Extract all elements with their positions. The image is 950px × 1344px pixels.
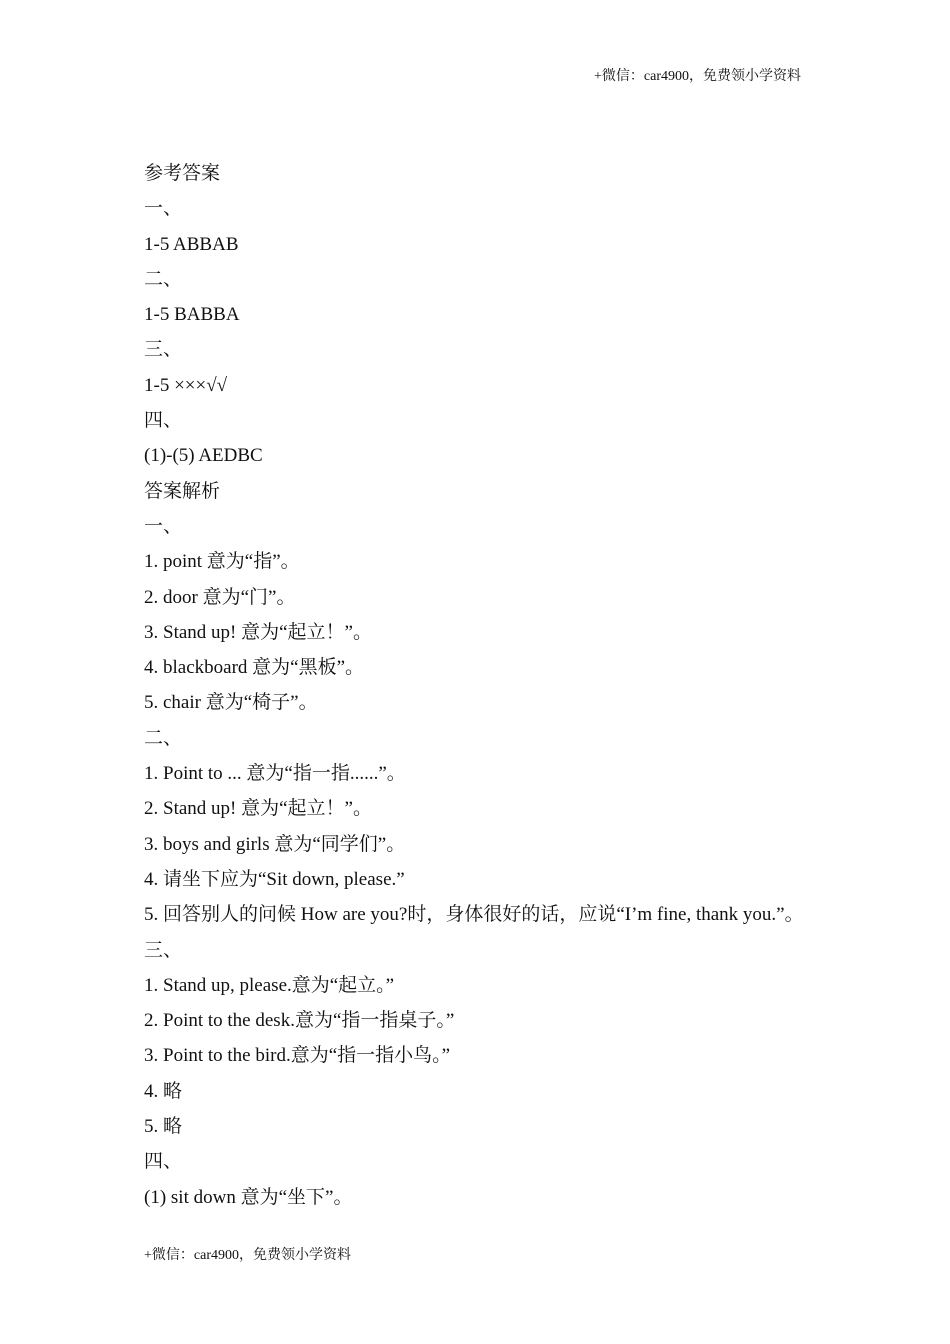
answer-line: 1-5 ABBAB: [144, 233, 239, 255]
explanation-line: 1. Stand up, please.意为“起立。”: [144, 974, 395, 996]
answer-content: [144, 156, 834, 1215]
explanation-line: 2. Stand up! 意为“起立！”。: [144, 798, 372, 820]
explanation-line: 5. 回答别人的问候 How are you?时，身体很好的话，应说“I’m fine, thank you.”。: [144, 904, 804, 926]
explanation-line: (1) sit down 意为“坐下”。: [144, 1186, 353, 1208]
section-heading: 一、: [144, 198, 183, 220]
explanation-line: 4. 略: [144, 1080, 183, 1102]
answer-line: 1-5 ×××√√: [144, 374, 228, 396]
explanation-line: 3. Point to the bird.意为“指一指小鸟。”: [144, 1045, 451, 1067]
answer-line: 1-5 BABBA: [144, 304, 240, 326]
answer-line: (1)-(5) AEDBC: [144, 445, 263, 467]
footer-note: +微信：car4900，免费领小学资料: [144, 1248, 351, 1263]
section-heading: 一、: [144, 515, 183, 537]
section-title-answers: 参考答案: [144, 163, 221, 184]
explanation-line: 2. door 意为“门”。: [144, 586, 296, 608]
section-heading: 三、: [144, 939, 183, 961]
section-title-explanation: 答案解析: [144, 480, 221, 502]
section-heading: 二、: [144, 268, 183, 290]
section-heading: 四、: [144, 1151, 183, 1173]
section-heading: 四、: [144, 410, 183, 432]
explanation-line: 1. Point to ... 意为“指一指......”。: [144, 763, 406, 785]
explanation-line: 4. 请坐下应为“Sit down, please.”: [144, 868, 405, 890]
section-heading: 三、: [144, 339, 183, 361]
explanation-line: 1. point 意为“指”。: [144, 551, 300, 573]
section-heading: 二、: [144, 727, 183, 749]
explanation-line: 5. chair 意为“椅子”。: [144, 692, 318, 714]
explanation-line: 3. Stand up! 意为“起立！”。: [144, 621, 372, 643]
explanation-line: 3. boys and girls 意为“同学们”。: [144, 833, 406, 855]
header-note: +微信：car4900，免费领小学资料: [594, 69, 801, 84]
explanation-line: 5. 略: [144, 1116, 183, 1138]
explanation-line: 4. blackboard 意为“黑板”。: [144, 657, 365, 679]
explanation-line: 2. Point to the desk.意为“指一指桌子。”: [144, 1010, 455, 1032]
